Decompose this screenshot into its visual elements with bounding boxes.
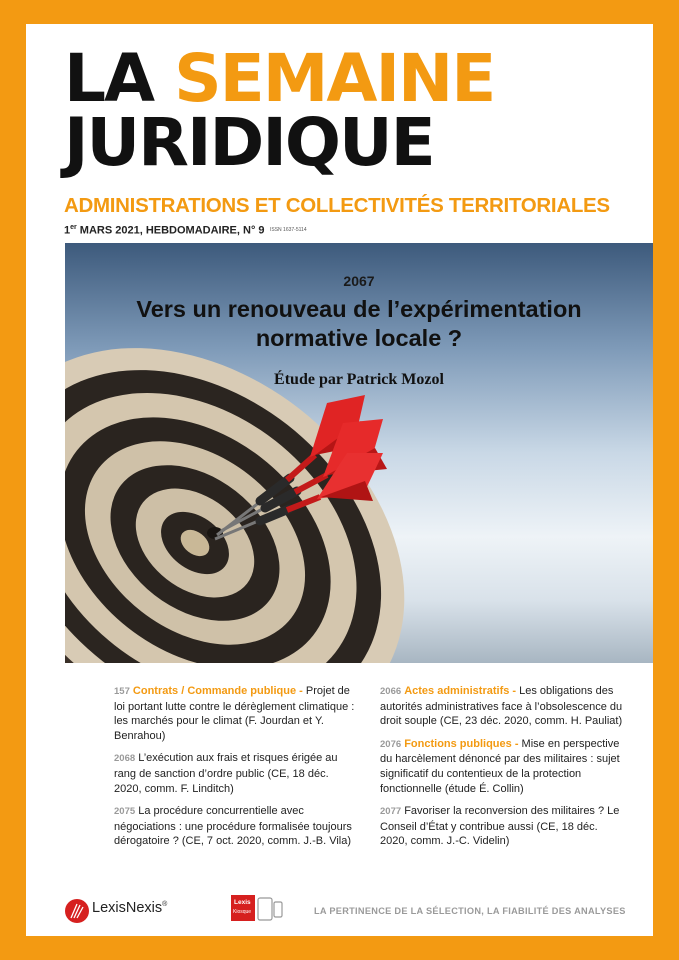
masthead-la: LA	[64, 40, 154, 117]
masthead-title-line1	[64, 40, 495, 117]
item-separator: -	[509, 685, 520, 697]
item-number: 2075	[114, 806, 136, 818]
issue-day-suffix: er	[70, 224, 77, 231]
summary-left-column	[114, 684, 359, 857]
phone-icon	[274, 902, 282, 917]
summary-item	[114, 751, 359, 796]
article-number: 2067	[343, 273, 375, 289]
masthead-subtitle: ADMINISTRATIONS ET COLLECTIVITÉS TERRITORIALES	[64, 194, 610, 217]
issn: ISSN 1637-5114	[270, 227, 307, 233]
tablet-icon	[258, 898, 272, 920]
item-rubric: Actes administratifs	[404, 685, 510, 697]
masthead-juridique: JURIDIQUE	[64, 104, 434, 181]
item-rubric: Fonctions publiques	[404, 737, 512, 750]
article-title-line1: Vers un renouveau de l’expérimentation	[136, 296, 582, 322]
item-separator: -	[296, 685, 306, 697]
item-text: L’exécution aux frais et risques érigée au rang de sanction d’ordre public (CE, 18 déc. 2020, comm. F. Linditch)	[114, 752, 338, 795]
publisher-trademark: ®	[162, 901, 168, 909]
item-text: Les obligations des autorités administratives face à l’obsolescence du droit souple (CE, 23 déc. 2020, comm. H. Pauliat)	[380, 685, 623, 728]
publisher-name	[92, 900, 167, 916]
item-separator: -	[511, 737, 522, 750]
item-rubric: Contrats / Commande publique	[132, 685, 297, 697]
item-number: 2068	[114, 753, 136, 765]
summary-item	[380, 737, 625, 796]
item-number: 2076	[380, 738, 402, 750]
item-number: 2077	[380, 806, 402, 818]
issue-date	[64, 224, 265, 237]
item-number: 2066	[380, 686, 402, 697]
item-text: Favoriser la reconversion des militaires ? Le Conseil d’État y contribue aussi (CE, 18 déc. 2020, comm. J.-C. Videlin)	[380, 805, 620, 848]
hero-image	[65, 243, 653, 663]
article-title	[65, 295, 653, 352]
item-text: Mise en perspective du harcèlement dénoncé par des militaires : sujet significatif du contentieux de la protection fonctionnelle (étude É. Collin)	[380, 737, 620, 795]
summary-item	[114, 804, 359, 849]
lexisnexis-logo-icon	[64, 898, 90, 924]
summary-item	[380, 804, 625, 849]
kiosk-sub: Kiosque	[233, 909, 252, 915]
issue-details: MARS 2021, HEBDOMADAIRE, N° 9	[76, 224, 265, 237]
kiosk-brand: Lexis	[234, 899, 251, 906]
publisher-name-text: LexisNexis	[92, 900, 163, 916]
summary-item	[380, 684, 625, 729]
item-text: La procédure concurrentielle avec négociations : une procédure formalisée toujours dérogatoire ? (CE, 7 oct. 2020, comm. J.-B. Vila)	[114, 805, 352, 848]
tagline: LA PERTINENCE DE LA SÉLECTION, LA FIABILITÉ DES ANALYSES	[314, 906, 626, 916]
masthead-semaine: SEMAINE	[174, 40, 495, 117]
article-title-line2: normative locale ?	[255, 324, 463, 351]
article-author: Étude par Patrick Mozol	[274, 371, 444, 388]
item-text: Projet de loi portant lutte contre le dérèglement climatique : les marchés pour le climat (F. Jourdan et Y. Benrahou)	[114, 685, 355, 742]
item-number: 157	[114, 686, 130, 697]
issue-day: 1	[64, 224, 71, 237]
device-icons	[257, 897, 283, 921]
summary-right-column	[380, 684, 625, 857]
summary-item	[114, 684, 359, 743]
